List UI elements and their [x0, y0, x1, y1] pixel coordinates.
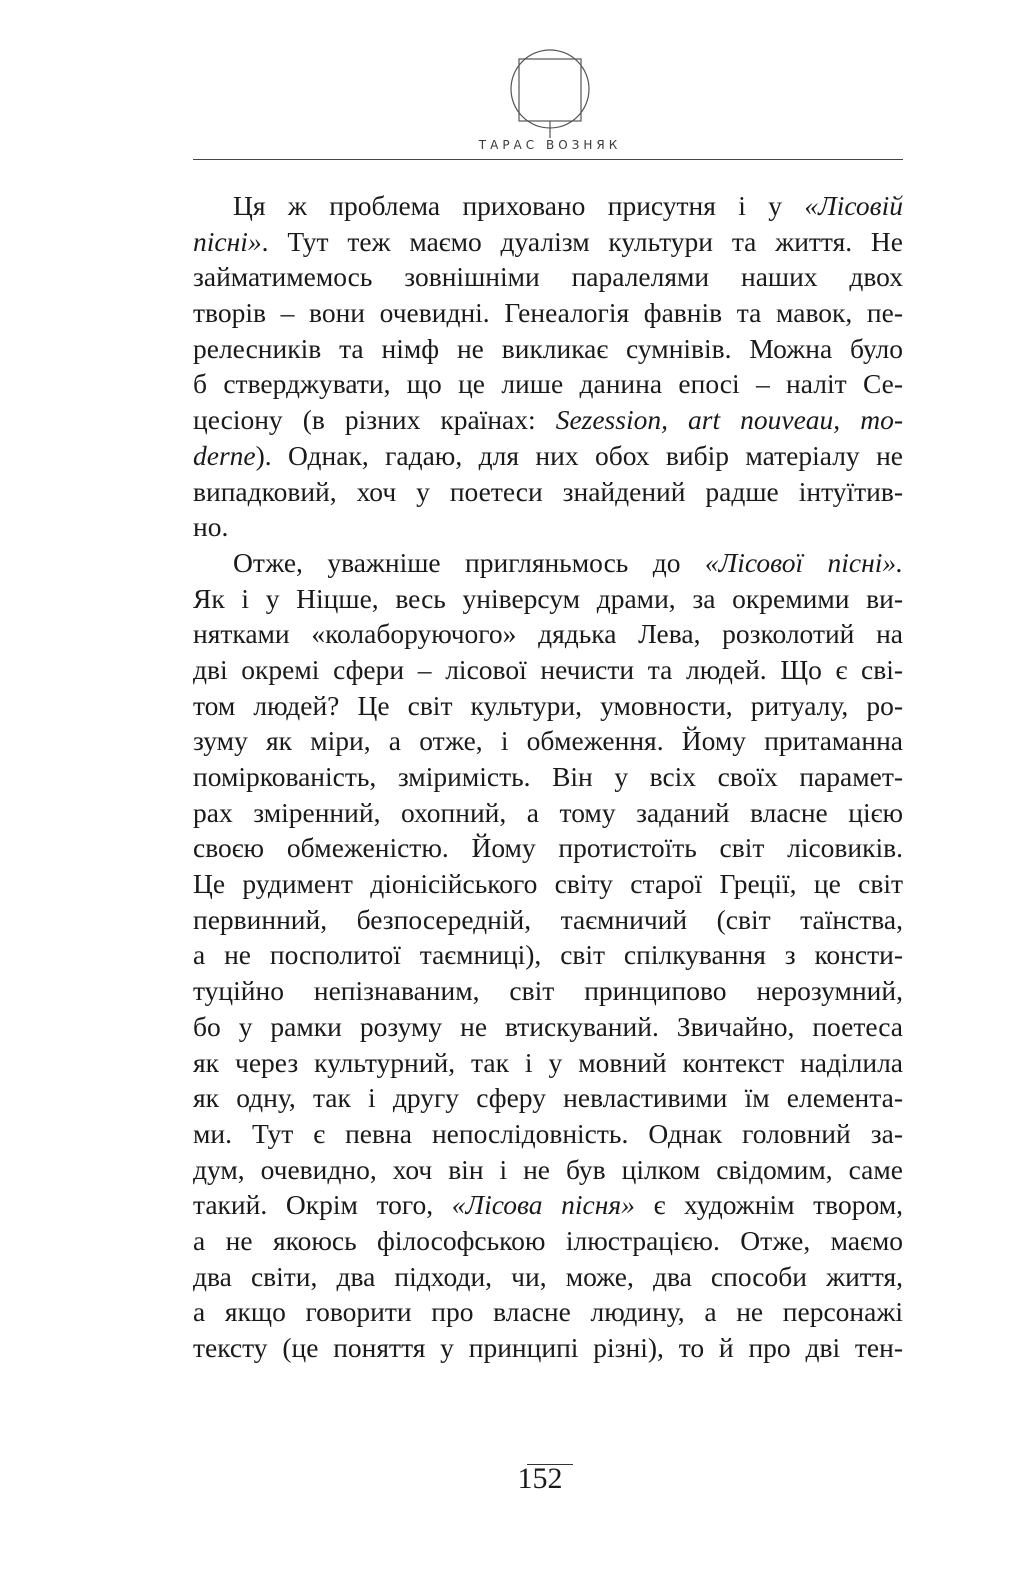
text-line: [193, 1223, 903, 1259]
text-run: такий. Окрім того,: [193, 1189, 452, 1221]
text-line: [193, 509, 903, 545]
text-line: [193, 474, 903, 510]
text-line: [193, 331, 903, 367]
running-head: ТАРАС ВОЗНЯК: [478, 138, 622, 152]
text-run: Ця ж проблема приховано присутня і у: [233, 190, 805, 221]
text-run: а не якоюсь філософською ілюстрацією. Отже, маємо: [193, 1224, 903, 1256]
header-rule: [193, 159, 903, 160]
text-line: [193, 295, 903, 331]
text-run: займатимемось зовнішніми паралелями наших двох: [193, 261, 903, 293]
text-line: [193, 902, 903, 938]
italic-text-run: «Лісової пісні».: [704, 546, 903, 578]
text-run: Це рудимент діонісійського світу старої Греції, це світ: [193, 868, 903, 900]
text-line: [193, 545, 903, 581]
text-line: [193, 1259, 903, 1295]
text-run: як через культурний, так і у мовний контекст наділила: [193, 1046, 903, 1078]
text-run: поміркованість, зміримість. Він у всіх своїх парамет-: [193, 761, 903, 792]
text-line: [193, 688, 903, 724]
text-run: як одну, так і другу сферу невластивими їм елемента-: [193, 1082, 903, 1114]
text-line: [193, 438, 903, 474]
text-run: Отже, уважніше пригляньмось до: [233, 546, 705, 578]
text-line: [193, 188, 903, 224]
text-run: нятками «колаборуючого» дядька Лева, розколотий на: [193, 618, 903, 650]
text-line: [193, 830, 903, 866]
text-run: цесіону (в різних країнах:: [193, 404, 556, 436]
circle-square-emblem-icon: [510, 42, 590, 138]
page-number: 152: [517, 1462, 563, 1495]
text-line: [193, 1187, 903, 1223]
text-run: два світи, два підходи, чи, може, два способи життя,: [193, 1260, 903, 1292]
text-run: є художнім твором,: [634, 1189, 903, 1221]
text-line: [193, 366, 903, 402]
text-run: тексту (це поняття у принципі різні), то й про дві тен-: [193, 1332, 903, 1363]
text-line: [193, 581, 903, 617]
text-line: [193, 973, 903, 1009]
text-run: Як і у Ніцше, весь універсум драми, за окремими ви-: [193, 582, 903, 614]
text-line: [193, 1116, 903, 1152]
text-run: том людей? Це світ культури, умовности, ритуалу, ро-: [193, 689, 903, 721]
text-run: творів – вони очевидні. Генеалогія фавнів та мавок, пе-: [193, 297, 903, 329]
text-line: [193, 759, 903, 795]
text-run: но.: [193, 511, 229, 543]
text-line: [193, 1330, 903, 1366]
text-run: рах зміренний, охопний, а тому заданий власне цією: [193, 796, 903, 828]
italic-text-run: «Лісова пісня»: [451, 1189, 635, 1221]
italic-text-run: «Лісовій: [804, 190, 903, 221]
text-line: [193, 1152, 903, 1188]
text-line: [193, 1080, 903, 1116]
text-line: [193, 1294, 903, 1330]
text-line: [193, 866, 903, 902]
text-line: [193, 652, 903, 688]
text-run: а якщо говорити про власне людину, а не персонажі: [193, 1296, 903, 1328]
text-run: . Тут теж маємо дуалізм культури та життя. Не: [261, 225, 903, 257]
text-line: [193, 224, 903, 260]
italic-text-run: derne: [193, 439, 256, 471]
text-line: [193, 723, 903, 759]
italic-text-run: Sezession, art nouveau, mo-: [555, 404, 903, 436]
text-run: а не посполитої таємниці), світ спілкування з консти-: [193, 939, 903, 971]
text-line: [193, 402, 903, 438]
text-run: дві окремі сфери – лісової нечисти та людей. Що є сві-: [193, 653, 903, 685]
text-line: [193, 616, 903, 652]
text-line: [193, 1009, 903, 1045]
text-run: релесників та німф не викликає сумнівів. Можна було: [193, 332, 903, 364]
italic-text-run: пісні»: [193, 225, 262, 257]
text-run: своєю обмеженістю. Йому протистоїть світ лісовиків.: [193, 832, 903, 864]
text-run: бо у рамки розуму не втискуваний. Звичайно, поетеса: [193, 1010, 903, 1042]
text-line: [193, 1045, 903, 1081]
text-run: дум, очевидно, хоч він і не був цілком свідомим, саме: [193, 1153, 903, 1185]
text-run: ми. Тут є певна непослідовність. Однак головний за-: [193, 1117, 903, 1149]
text-line: [193, 937, 903, 973]
text-line: [193, 259, 903, 295]
text-run: ). Однак, гадаю, для них обох вибір матеріалу не: [255, 439, 903, 471]
text-run: зуму як міри, а отже, і обмеження. Йому притаманна: [193, 725, 903, 757]
text-run: б стверджувати, що це лише данина епосі – наліт Се-: [193, 368, 903, 400]
text-run: туційно непізнаваним, світ принципово нерозумний,: [193, 975, 903, 1007]
text-line: [193, 795, 903, 831]
text-run: випадковий, хоч у поетеси знайдений радше інтуїтив-: [193, 475, 903, 507]
body-text: [193, 188, 903, 1366]
text-run: первинний, безпосередній, таємничий (світ таїнства,: [193, 903, 903, 935]
